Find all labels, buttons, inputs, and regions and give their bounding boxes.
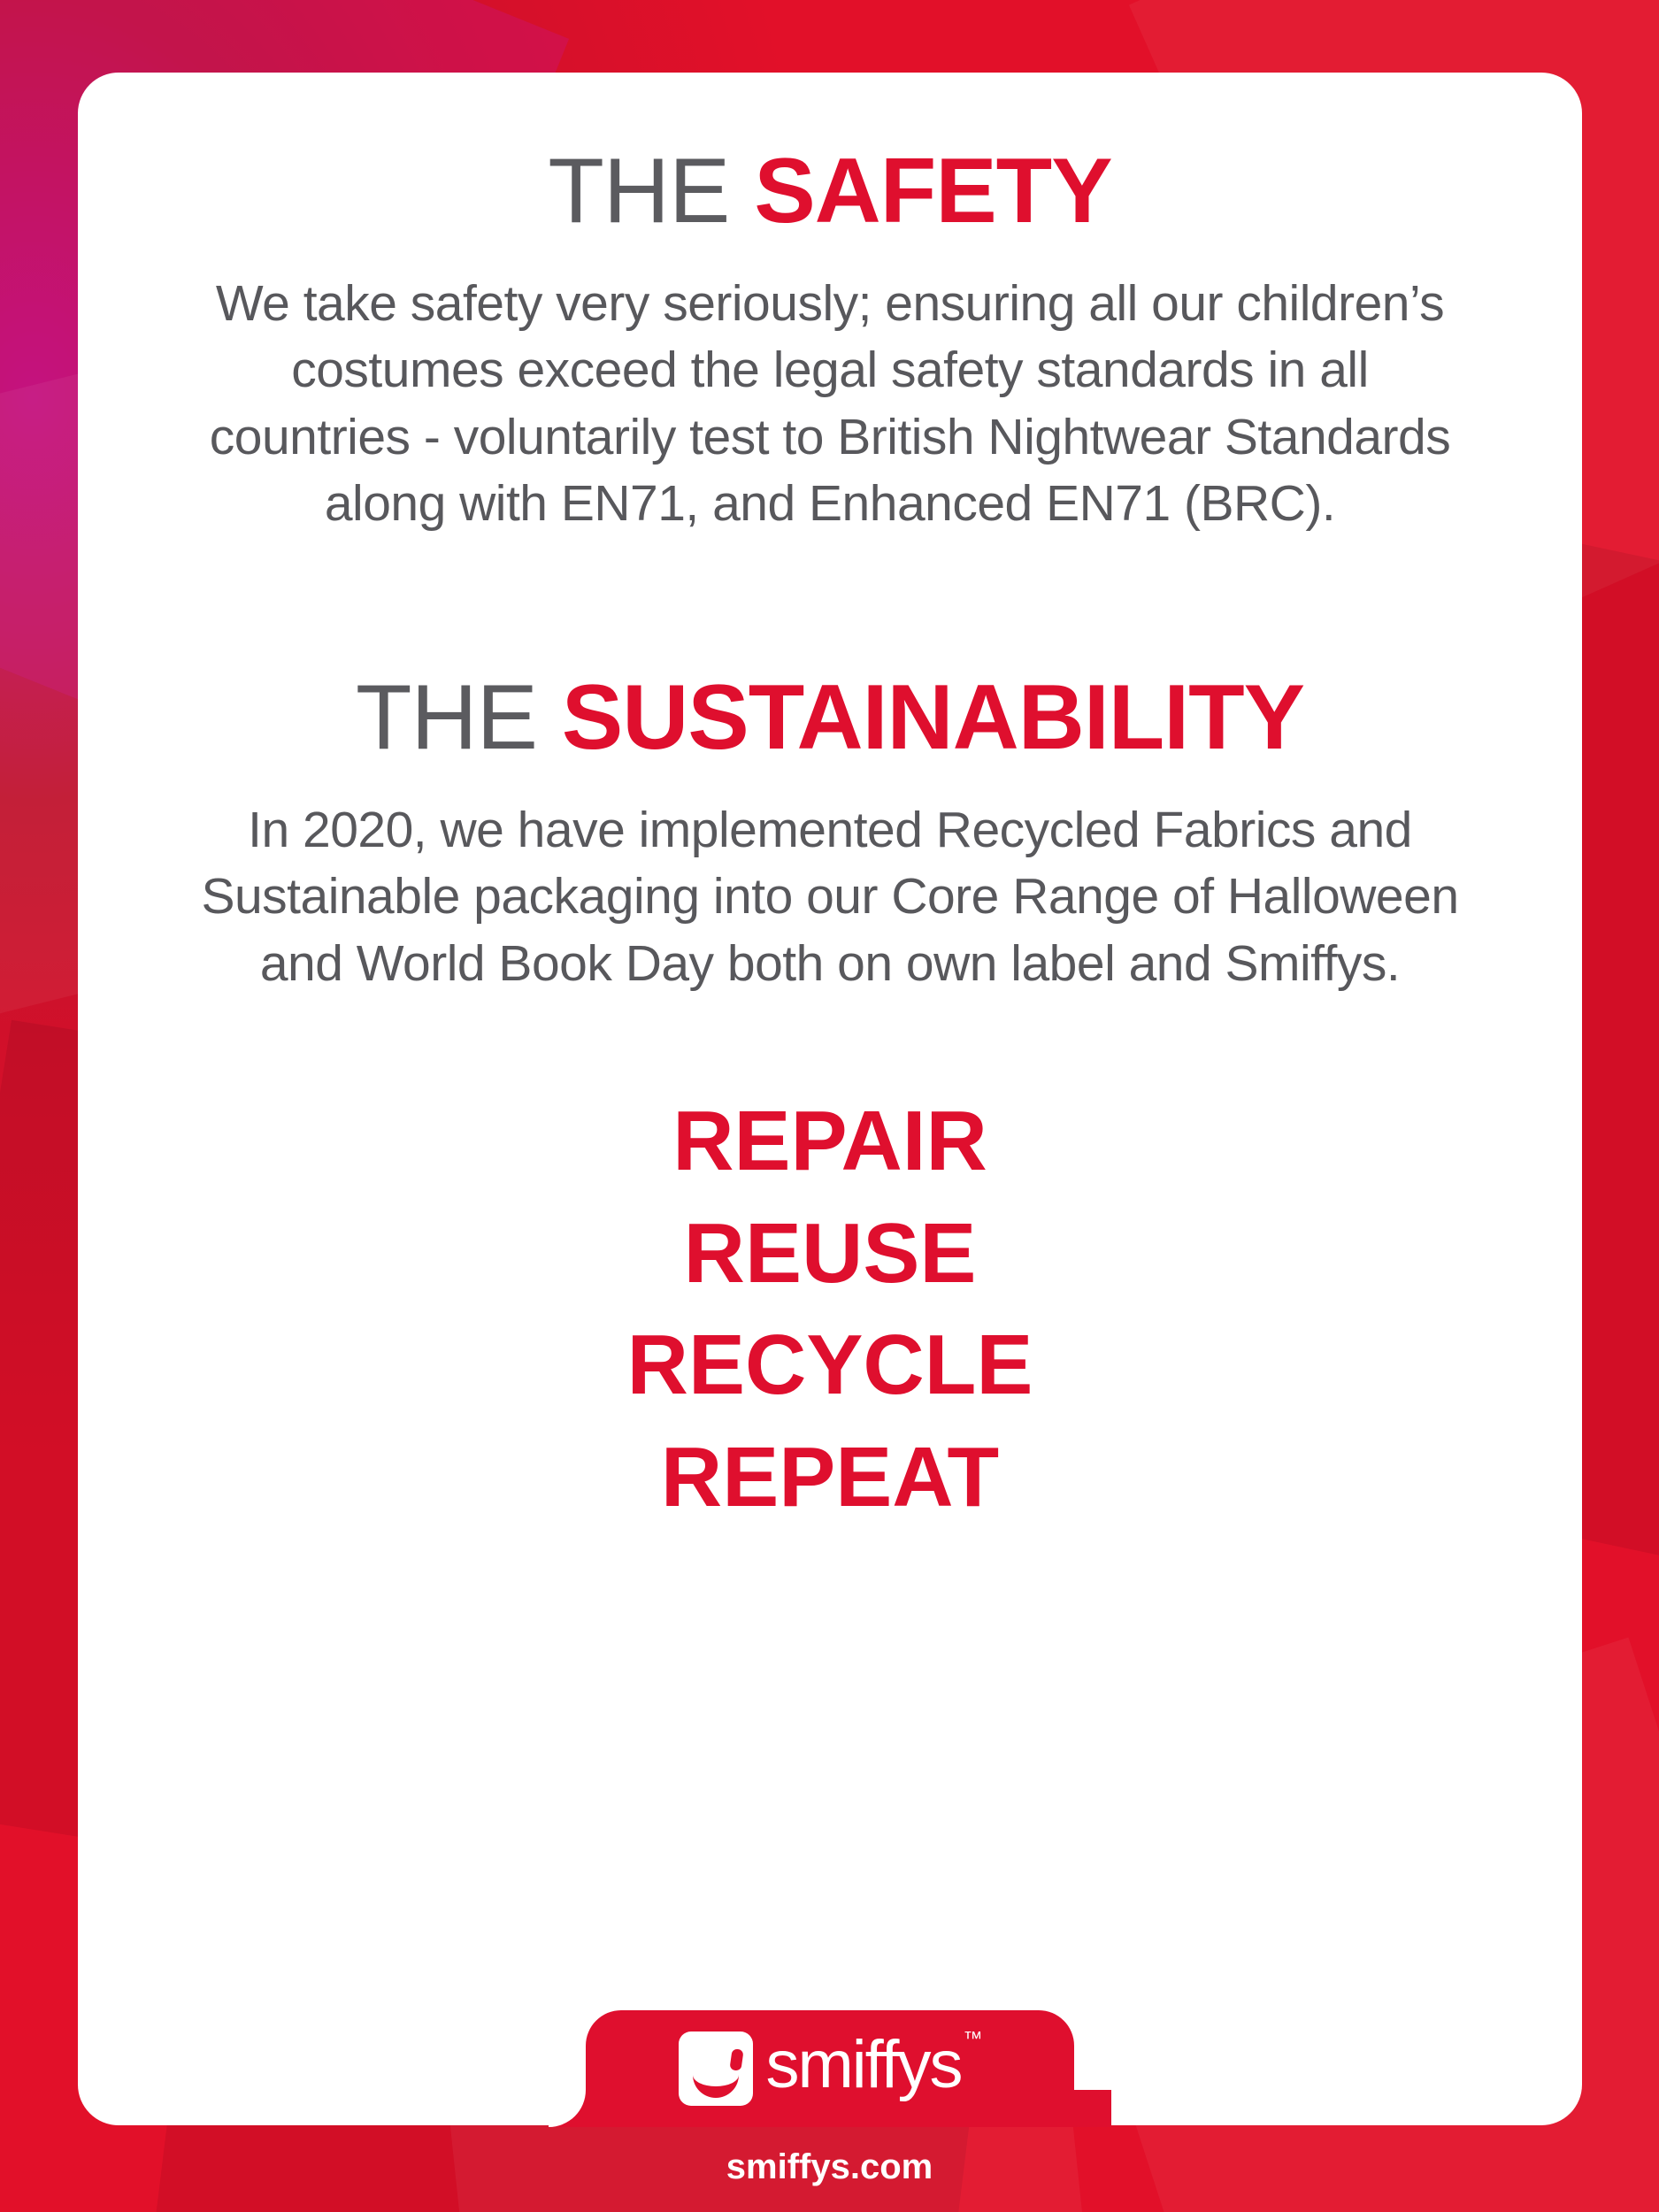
heading-bold-sustainability: SUSTAINABILITY: [561, 666, 1305, 770]
tab-notch-left: [549, 2090, 586, 2127]
smiffys-smile-icon: [679, 2032, 753, 2106]
slogan-line-repair: REPAIR: [672, 1093, 987, 1188]
section-heading-safety: [188, 73, 1472, 242]
heading-light-sustainability: THE: [355, 666, 562, 770]
spacer: [188, 765, 1472, 797]
slogan-line-reuse: REUSE: [683, 1205, 977, 1301]
slogan-line-recycle: RECYCLE: [626, 1317, 1033, 1413]
tab-notch-right: [1074, 2090, 1111, 2127]
spacer: [188, 537, 1472, 670]
section-body-sustainability: In 2020, we have implemented Recycled Fabrics and Sustainable packaging into our Core Range of Halloween and World Book Day both on own label and Smiffys.: [201, 802, 1459, 992]
section-heading-sustainability: [188, 666, 1472, 770]
heading-light-safety: THE: [548, 140, 755, 242]
website-url[interactable]: smiffys.com: [726, 2147, 933, 2186]
slogan-line-repeat: REPEAT: [660, 1430, 1000, 1525]
section-body-safety: We take safety very seriously; ensuring all our children’s costumes exceed the legal safety standards in all countries - voluntarily test to British Nightwear Standards along with EN71, and Enhanced EN71 (BRC).: [209, 275, 1451, 532]
trademark-icon: ™: [963, 2027, 983, 2049]
card-inner: [78, 73, 1582, 1534]
heading-bold-safety: SAFETY: [754, 140, 1112, 242]
slogan-block: [188, 997, 1472, 1534]
smile-glyph: [693, 2047, 739, 2098]
spacer: [188, 239, 1472, 271]
content-card: [78, 73, 1582, 2125]
logo-footer-tab: [586, 2010, 1074, 2127]
brand-wordmark: smiffys: [765, 2027, 962, 2102]
